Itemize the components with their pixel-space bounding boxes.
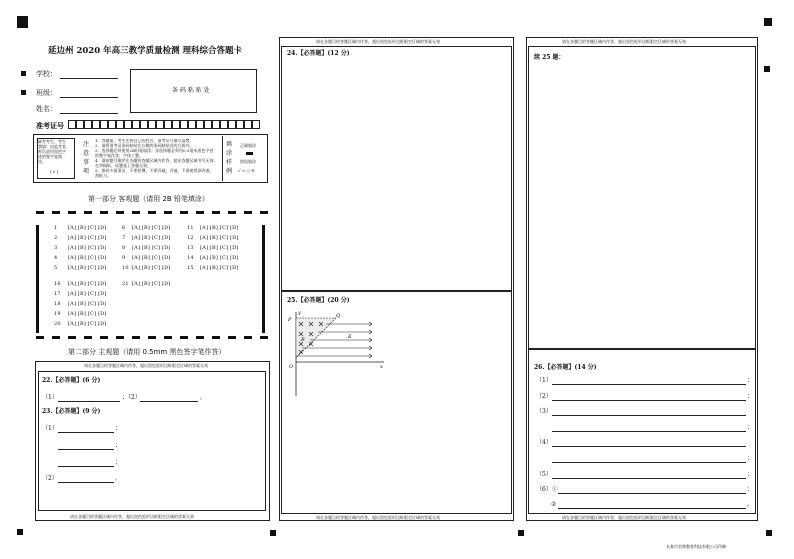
q26-answer-3a[interactable] <box>552 415 746 416</box>
absent-line: 迹的签字笔填 <box>38 154 62 159</box>
q26-answer-4a[interactable] <box>552 446 746 447</box>
q26-label-2: （2） <box>536 393 552 400</box>
q26-semi: ； <box>747 393 754 400</box>
field-label-class: 班级： <box>36 89 57 97</box>
q26-label-5: （5） <box>536 471 552 478</box>
q26-label-6a: （6）① <box>536 486 558 493</box>
mc-options[interactable]: [A] [B] [C] [D] <box>68 291 107 297</box>
timing-dashes-top <box>36 211 268 214</box>
answer-area-24[interactable] <box>281 46 512 291</box>
printer-credit: 长春市君尊教育科技有限公司印制 <box>666 544 726 549</box>
svg-text:E: E <box>348 334 352 340</box>
svg-text:y: y <box>298 310 301 316</box>
mc-block-1: 1 [A] [B] [C] [D] 6 [A] [B] [C] [D] 11 [A] [B] [C] [D] 2 [A] [B] [C] [D] 7 [A] [B] [C] [D] 12 [A] [B] [C] [D] 3 [A] [B] [C] [D] 8 [A] [B] [C] [D] 13 [A] [B] [C] [D] 4 [A] [B] [C] [D] 9 [A] [B] [C] [D] 14 [A] [B] [C] [D] 5 [A] [B] [C] [D] 10 [A] [B] [C] [D] 15 [A] [B] [C] [D] <box>54 225 239 271</box>
svg-text:P: P <box>288 317 292 323</box>
q23-answer-1b[interactable] <box>58 449 114 450</box>
q26-answer-6a[interactable] <box>558 493 746 494</box>
mc-options[interactable]: [A] [B] [C] [D] <box>68 321 107 327</box>
q23-semi: ； <box>115 425 122 432</box>
q26-semi: ； <box>747 424 754 431</box>
q23-answer-2[interactable] <box>58 482 114 483</box>
mc-options[interactable]: [A] [B] [C] [D] <box>132 281 171 287</box>
q23-semi: ； <box>115 442 122 449</box>
q23-answer-1a[interactable] <box>58 432 114 433</box>
fill-wrong-samples: √ × ○ ⊖ <box>238 168 255 173</box>
q22-part2-label: ；（2） <box>122 394 141 401</box>
q22-answer-2[interactable] <box>140 401 198 402</box>
mc-options[interactable]: [A] [B] [C] [D] <box>132 245 171 251</box>
q26-semi: ； <box>747 471 754 478</box>
middle-notice-top: 请在各题目的答题区域内作答，超出黑色矩形边框限定区域的答案无效 <box>316 39 440 44</box>
q23-part1-label: （1） <box>42 425 58 432</box>
zkzh-label: 准考证号 <box>36 121 64 130</box>
mc-options[interactable]: [A] [B] [C] [D] <box>68 265 107 271</box>
part1-title: 第一部分 客观题（请用 2B 铅笔填涂） <box>88 195 209 203</box>
q26-answer-6b[interactable] <box>558 508 746 509</box>
timing-mark-r <box>764 66 770 72</box>
absent-line: 缺考考生，考生 <box>38 139 66 144</box>
svg-text:O: O <box>289 364 294 370</box>
mc-options[interactable]: [A] [B] [C] [D] <box>68 245 107 251</box>
q24-heading: 24.【必答题】(12 分) <box>287 50 350 57</box>
timing-mark-m2 <box>518 530 524 536</box>
mc-options[interactable]: [A] [B] [C] [D] <box>132 265 171 271</box>
field-label-school: 学校： <box>36 70 57 78</box>
mc-options[interactable]: [A] [B] [C] [D] <box>68 235 107 241</box>
mc-options[interactable]: [A] [B] [C] [D] <box>200 245 239 251</box>
part2-title: 第二部分 主观题（请用 0.5mm 黑色签字笔作答） <box>68 348 226 356</box>
field-school-input[interactable] <box>60 78 118 79</box>
mc-options[interactable]: [A] [B] [C] [D] <box>132 235 171 241</box>
timing-mark-m1 <box>270 530 276 536</box>
q26-answer-5[interactable] <box>552 478 746 479</box>
q23-semi: ； <box>115 459 122 466</box>
q26-semi: ； <box>747 455 754 462</box>
mc-options[interactable]: [A] [B] [C] [D] <box>68 255 107 261</box>
q23-dot: 。 <box>115 475 122 482</box>
timing-dashes-bottom <box>36 336 268 339</box>
q22-part1-label: （1） <box>42 394 58 401</box>
corner-mark-br <box>766 530 772 536</box>
mc-options[interactable]: [A] [B] [C] [D] <box>68 301 107 307</box>
q22-end: 。 <box>200 394 207 401</box>
corner-mark-bl <box>17 529 23 535</box>
q22-answer-1[interactable] <box>58 401 120 402</box>
q26-label-6b: ② <box>551 501 557 508</box>
field-class-input[interactable] <box>60 97 118 98</box>
q26-answer-2[interactable] <box>552 400 746 401</box>
q23-part2-label: （2） <box>42 475 58 482</box>
mc-options[interactable]: [A] [B] [C] [D] <box>68 281 107 287</box>
q26-answer-3b[interactable] <box>552 431 746 432</box>
field-name-input[interactable] <box>60 113 118 114</box>
q26-label-3: （3） <box>536 408 552 415</box>
svg-text:x: x <box>380 364 383 370</box>
q26-label-4: （4） <box>536 439 552 446</box>
absent-mark[interactable]: [ 0 ] <box>50 169 59 174</box>
mc-options[interactable]: [A] [B] [C] [D] <box>200 265 239 271</box>
svg-text:B: B <box>301 337 305 343</box>
middle-notice-bottom: 请在各题目的答题区域内作答，超出黑色矩形边框限定区域的答案无效 <box>316 515 440 520</box>
field-marker-school <box>21 71 26 76</box>
q26-heading: 26.【必答题】(14 分) <box>534 364 597 371</box>
mc-options[interactable]: [A] [B] [C] [D] <box>200 255 239 261</box>
q26-semi: ； <box>747 486 754 493</box>
notice-text: 1．答题前，考生先将自己的姓名、准考证号填写清楚。 2．请将准考证条码粘贴在右侧的条码粘贴处的方框内。 3．选择题必须使用2B铅笔填涂；非选择题必须用0.5毫米黑色字迹 的签字笔作答，字体工整。 4．请按题号顺序在各题的答题区域内作答，超出答题区域书写无效； 在草稿纸、试题卷上答题无效。 5．保持卡面清洁，不要折叠、不要弄破、弄皱，不准使用涂改液、 刮纸刀。 <box>95 139 218 178</box>
page-title: 延边州 2020 年高三教学质量检测 理科综合答题卡 <box>48 46 243 56</box>
q25-cont-heading: 续 25 题： <box>534 54 565 61</box>
q23-heading: 23.【必答题】(9 分) <box>42 408 101 415</box>
absent-line: 禁填！由监考老 <box>38 144 66 149</box>
q26-semi: ； <box>747 377 754 384</box>
q22-heading: 22.【必答题】(6 分) <box>42 377 101 384</box>
area-notice-bottom: 请在各题目的答题区域内作答，超出黑色矩形边框限定区域的答案无效 <box>70 514 194 519</box>
q25-heading: 25.【必答题】(20 分) <box>287 297 350 304</box>
mc-right-bar <box>262 225 265 333</box>
corner-mark-tr <box>764 18 772 26</box>
area-notice-top: 请在各题目的答题区域内作答，超出黑色矩形边框限定区域的答案无效 <box>84 363 208 368</box>
q26-label-1: （1） <box>536 377 552 384</box>
fill-correct-label: 正确填涂 <box>240 143 256 148</box>
mc-options[interactable]: [A] [B] [C] [D] <box>132 225 171 231</box>
q26-answer-1[interactable] <box>552 384 746 385</box>
answer-frame-22-23 <box>38 371 266 511</box>
fill-wrong-label: 错误填涂 <box>240 159 256 164</box>
q23-answer-1c[interactable] <box>58 466 114 467</box>
barcode-label: 条 码 粘 贴 处 <box>172 87 210 94</box>
mc-options[interactable]: [A] [B] [C] [D] <box>132 255 171 261</box>
mc-options[interactable]: [A] [B] [C] [D] <box>200 235 239 241</box>
right-notice-top: 请在各题目的答题区域内作答，超出黑色矩形边框限定区域的答案无效 <box>562 39 686 44</box>
zkzh-boxes[interactable] <box>68 120 268 131</box>
q26-answer-4b[interactable] <box>552 462 746 463</box>
absent-line: 师负责用黑色字 <box>38 149 66 154</box>
answer-area-25-cont[interactable] <box>528 46 756 349</box>
q25-figure <box>284 308 388 402</box>
mc-options[interactable]: [A] [B] [C] [D] <box>200 225 239 231</box>
corner-mark-tl <box>17 16 28 28</box>
absent-line: 涂。 <box>38 159 46 164</box>
right-notice-bottom: 请在各题目的答题区域内作答，超出黑色矩形边框限定区域的答案无效 <box>562 515 686 520</box>
mc-block-2: 16 [A] [B] [C] [D] 21 [A] [B] [C] [D] 17 [A] [B] [C] [D] 18 [A] [B] [C] [D] 19 [A] [B] [C] [D] 20 [A] [B] [C] [D] <box>54 281 171 327</box>
mc-options[interactable]: [A] [B] [C] [D] <box>68 311 107 317</box>
svg-text:Q: Q <box>336 313 341 319</box>
field-marker-class <box>21 90 26 95</box>
mc-left-bar <box>36 225 39 333</box>
mc-options[interactable]: [A] [B] [C] [D] <box>68 225 107 231</box>
q26-dot: 。 <box>747 501 754 508</box>
fill-correct-sample <box>246 152 253 155</box>
field-label-name: 姓名： <box>36 105 57 113</box>
